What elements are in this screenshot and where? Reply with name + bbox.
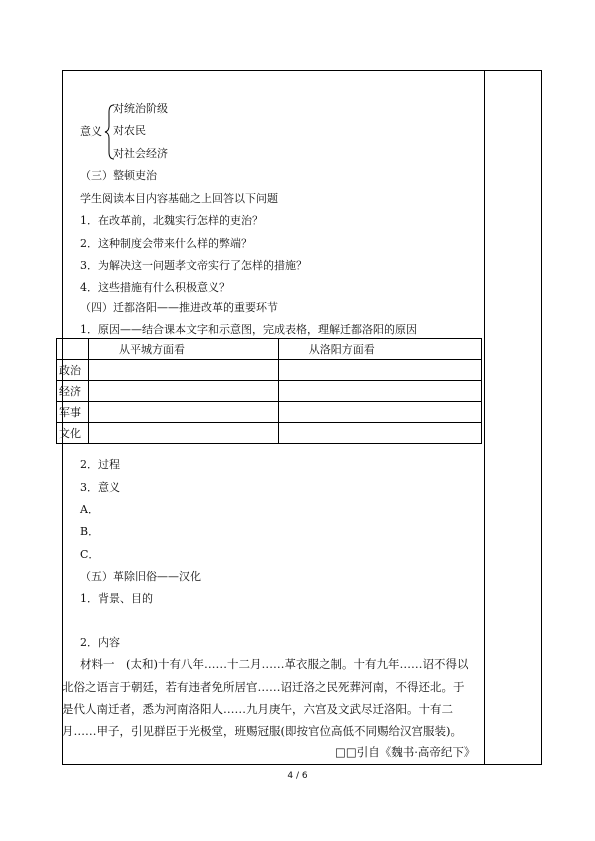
significance-option-a: A． bbox=[80, 503, 99, 516]
table-row bbox=[57, 402, 482, 423]
section5-item-1: 1．背景、目的 bbox=[80, 592, 153, 605]
table-header-cell: 从平城方面看 bbox=[89, 339, 279, 360]
section3-question-2: 2．这种制度会带来什么样的弊端？ bbox=[80, 237, 252, 250]
section4-item-1: 1．原因——结合课本文字和示意图，完成表格，理解迁都洛阳的原因 bbox=[80, 323, 417, 336]
section4-item-3: 3．意义 bbox=[80, 481, 120, 494]
table-row-label: 经济 bbox=[57, 381, 89, 402]
table-row-label: 文化 bbox=[57, 423, 89, 444]
table-header-cell bbox=[57, 339, 89, 360]
significance-label: 意义 bbox=[80, 125, 102, 138]
section3-heading: （三）整顿吏治 bbox=[80, 169, 157, 182]
table-cell[interactable] bbox=[278, 381, 481, 402]
table-cell[interactable] bbox=[278, 423, 481, 444]
section5-heading: （五）革除旧俗——汉化 bbox=[80, 570, 201, 583]
table-row-label: 政治 bbox=[57, 360, 89, 381]
section5-item-2: 2．内容 bbox=[80, 636, 120, 649]
significance-option-b: B． bbox=[80, 525, 100, 538]
significance-item-ruling-class: 对统治阶级 bbox=[113, 102, 168, 115]
table-header-row bbox=[57, 339, 482, 360]
table-cell[interactable] bbox=[278, 402, 481, 423]
section3-question-4: 4．这些措施有什么积极意义？ bbox=[80, 281, 230, 294]
material-line-3: 是代人南迁者，悉为河南洛阳人……九月庚午，六宫及文武尽迁洛阳。十有二 bbox=[62, 702, 453, 716]
table-row-label: 军事 bbox=[57, 402, 89, 423]
table-header-cell: 从洛阳方面看 bbox=[278, 339, 481, 360]
significance-option-c: C． bbox=[80, 548, 100, 561]
section3-intro: 学生阅读本目内容基础之上回答以下问题 bbox=[80, 192, 278, 205]
table-row bbox=[57, 381, 482, 402]
table-cell[interactable] bbox=[89, 423, 279, 444]
significance-item-peasants: 对农民 bbox=[113, 124, 146, 137]
table-row bbox=[57, 360, 482, 381]
table-cell[interactable] bbox=[89, 402, 279, 423]
section3-question-1: 1．在改革前，北魏实行怎样的吏治？ bbox=[80, 214, 263, 227]
relocation-reasons-table bbox=[56, 338, 482, 444]
significance-item-economy: 对社会经济 bbox=[113, 147, 168, 160]
section4-heading: （四）迁都洛阳——推进改革的重要环节 bbox=[80, 301, 278, 314]
table-row bbox=[57, 423, 482, 444]
material-line-4: 月……甲子，引见群臣于光极堂，班赐冠服(即按官位高低不同赐给汉宫服装)。 bbox=[62, 724, 462, 738]
table-cell[interactable] bbox=[89, 381, 279, 402]
material-source: □□引自《魏书·高帝纪下》 bbox=[335, 745, 476, 759]
material-line-2: 北俗之语言于朝廷，若有违者免所居官……诏迁洛之民死葬河南，不得还北。于 bbox=[62, 680, 465, 694]
table-cell[interactable] bbox=[89, 360, 279, 381]
page-number: 4 / 6 bbox=[287, 771, 308, 781]
table-cell[interactable] bbox=[278, 360, 481, 381]
section4-item-2: 2．过程 bbox=[80, 458, 120, 471]
material-line-1: 材料一 (太和)十有八年……十二月……革衣服之制。十有九年……诏不得以 bbox=[80, 657, 469, 671]
section3-question-3: 3．为解决这一问题孝文帝实行了怎样的措施？ bbox=[80, 259, 307, 272]
